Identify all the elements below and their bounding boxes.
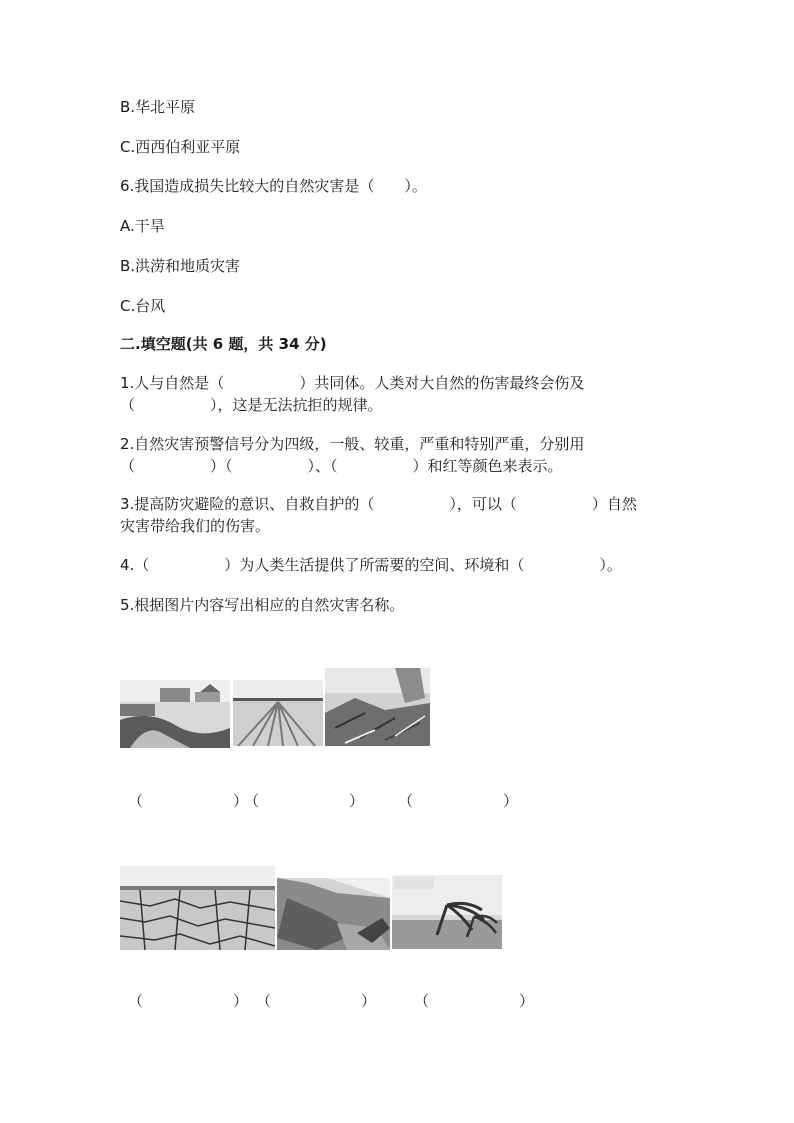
q5-stem: 5.根据图片内容写出相应的自然灾害名称。 — [120, 596, 405, 614]
drought-photo — [120, 866, 275, 950]
q6-option-b: B.洪涝和地质灾害 — [120, 257, 241, 275]
q3-line2: 灾害带给我们的伤害。 — [120, 517, 271, 535]
answer-blank-row2-3[interactable]: （ ） — [414, 992, 535, 1010]
q4-line: 4.（ ）为人类生活提供了所需要的空间、环境和（ ）。 — [120, 556, 622, 574]
q2-line2: （ ）（ ）、（ ）和红等颜色来表示。 — [120, 457, 563, 475]
earthquake-ruins-photo — [325, 668, 430, 746]
q1-line2: （ ），这是无法抗拒的规律。 — [120, 396, 383, 414]
answer-blank-row2-1[interactable]: （ ） — [128, 992, 249, 1010]
flood-photo — [120, 680, 230, 748]
q1-line1: 1.人与自然是（ ）共同体。人类对大自然的伤害最终会伤及 — [120, 374, 585, 392]
q6-stem: 6.我国造成损失比较大的自然灾害是（ ）。 — [120, 177, 427, 195]
answer-blank-row2-2[interactable]: （ ） — [256, 992, 377, 1010]
landslide-photo — [277, 878, 390, 950]
q3-line1: 3.提高防灾避险的意识、自救自护的（ ），可以（ ）自然 — [120, 495, 637, 513]
q5-option-c: C.西西伯利亚平原 — [120, 138, 241, 156]
typhoon-photo — [392, 875, 502, 949]
q6-option-a: A.干旱 — [120, 217, 165, 235]
q2-line1: 2.自然灾害预警信号分为四级，一般、较重，严重和特别严重，分别用 — [120, 435, 585, 453]
answer-blank-row1-2[interactable]: （ ） — [244, 792, 365, 810]
answer-blank-row1-3[interactable]: （ ） — [398, 792, 519, 810]
answer-blank-row1-1[interactable]: （ ） — [128, 792, 249, 810]
q5-option-b: B.华北平原 — [120, 98, 196, 116]
q6-option-c: C.台风 — [120, 297, 166, 315]
section-title-fill-in: 二.填空题(共 6 题，共 34 分) — [120, 335, 327, 353]
waterlogged-field-photo — [233, 680, 323, 746]
